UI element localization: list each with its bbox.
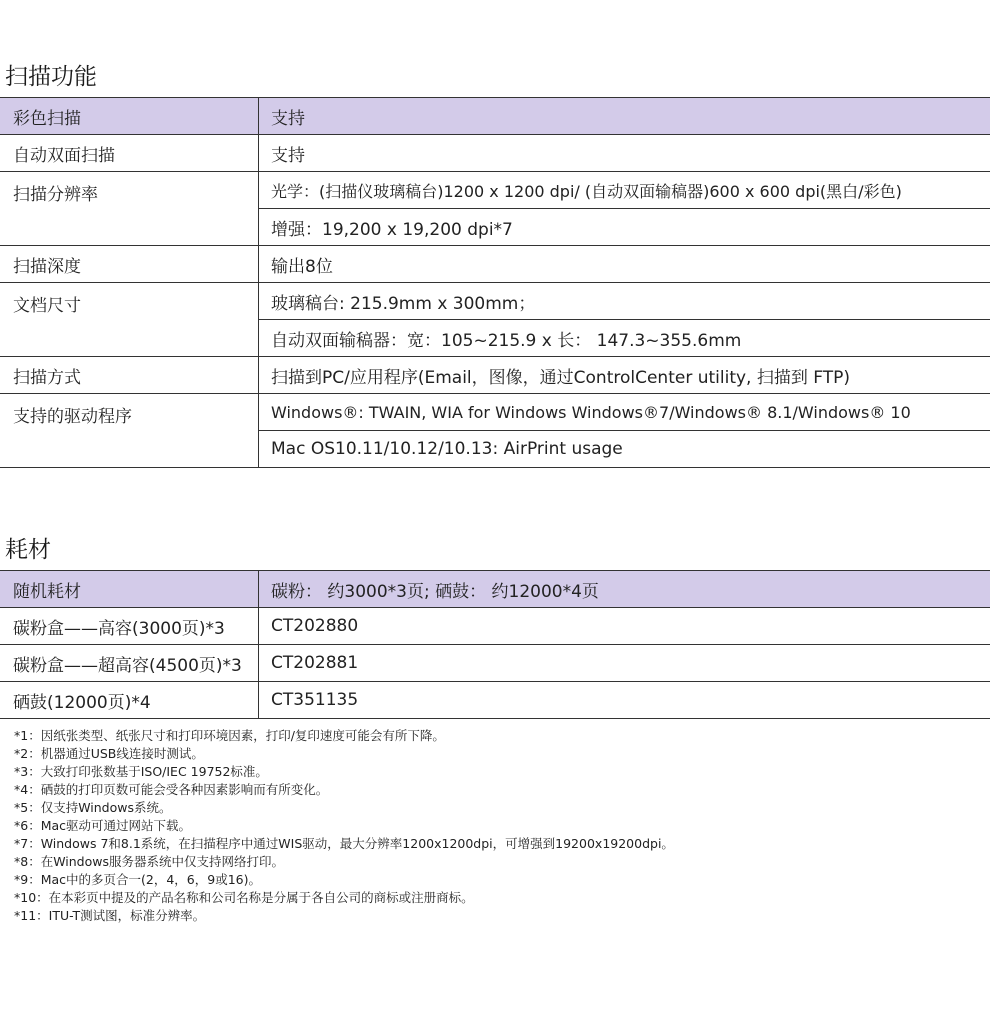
footnote: *7：Windows 7和8.1系统，在扫描程序中通过WIS驱动，最大分辨率1200x1200dpi，可增强到19200x19200dpi。 xyxy=(14,836,674,851)
table-row xyxy=(0,645,990,682)
table-row xyxy=(0,246,990,283)
row-label: 支持的驱动程序 xyxy=(0,394,259,468)
footnote: *2：机器通过USB线连接时测试。 xyxy=(14,746,204,761)
footnote: *10：在本彩页中提及的产品名称和公司名称是分属于各自公司的商标或注册商标。 xyxy=(14,890,474,905)
consumables-section-title: 耗材 xyxy=(5,537,51,563)
row-value: 支持 xyxy=(259,98,990,135)
table-row xyxy=(0,608,990,645)
row-label: 随机耗材 xyxy=(0,571,259,608)
row-label: 扫描方式 xyxy=(0,357,259,394)
row-label: 自动双面扫描 xyxy=(0,135,259,172)
row-value: 支持 xyxy=(259,135,990,172)
row-value: 扫描到PC/应用程序(Email，图像，通过ControlCenter utility, 扫描到 FTP) xyxy=(259,357,990,394)
footnote: *4：硒鼓的打印页数可能会受各种因素影响而有所变化。 xyxy=(14,782,329,797)
row-value: 光学：(扫描仪玻璃稿台)1200 x 1200 dpi/ (自动双面输稿器)600 x 600 dpi(黑白/彩色) xyxy=(259,172,990,209)
table-row xyxy=(0,135,990,172)
row-value: CT202881 xyxy=(259,645,990,682)
footnote: *3：大致打印张数基于ISO/IEC 19752标准。 xyxy=(14,764,268,779)
row-value: CT202880 xyxy=(259,608,990,645)
table-row xyxy=(0,283,990,320)
footnote: *8：在Windows服务器系统中仅支持网络打印。 xyxy=(14,854,285,869)
row-value: 自动双面输稿器：宽：105~215.9 x 长： 147.3~355.6mm xyxy=(259,320,990,357)
row-value: 玻璃稿台: 215.9mm x 300mm； xyxy=(259,283,990,320)
footnote: *11：ITU-T测试图，标准分辨率。 xyxy=(14,908,206,923)
row-value: 增强：19,200 x 19,200 dpi*7 xyxy=(259,209,990,246)
table-row xyxy=(0,394,990,431)
scan-spec-table xyxy=(0,97,990,468)
row-value: Mac OS10.11/10.12/10.13: AirPrint usage xyxy=(259,431,990,468)
row-label: 彩色扫描 xyxy=(0,98,259,135)
row-label: 扫描深度 xyxy=(0,246,259,283)
consumables-table xyxy=(0,570,990,719)
row-label: 碳粉盒——超高容(4500页)*3 xyxy=(0,645,259,682)
footnotes xyxy=(14,727,674,925)
row-label: 扫描分辨率 xyxy=(0,172,259,246)
table-row xyxy=(0,357,990,394)
row-value: 碳粉： 约3000*3页; 硒鼓： 约12000*4页 xyxy=(259,571,990,608)
row-label: 文档尺寸 xyxy=(0,283,259,357)
footnote: *5：仅支持Windows系统。 xyxy=(14,800,172,815)
table-row xyxy=(0,98,990,135)
row-value: CT351135 xyxy=(259,682,990,719)
scan-section-title: 扫描功能 xyxy=(5,64,97,90)
footnote: *6：Mac驱动可通过网站下载。 xyxy=(14,818,192,833)
table-row xyxy=(0,571,990,608)
row-value: 输出8位 xyxy=(259,246,990,283)
table-row xyxy=(0,682,990,719)
row-label: 碳粉盒——高容(3000页)*3 xyxy=(0,608,259,645)
row-label: 硒鼓(12000页)*4 xyxy=(0,682,259,719)
footnote: *1：因纸张类型、纸张尺寸和打印环境因素，打印/复印速度可能会有所下降。 xyxy=(14,728,445,743)
row-value: Windows®: TWAIN, WIA for Windows Windows®7/Windows® 8.1/Windows® 10 xyxy=(259,394,990,431)
footnote: *9：Mac中的多页合一(2，4，6，9或16)。 xyxy=(14,872,261,887)
table-row xyxy=(0,172,990,209)
